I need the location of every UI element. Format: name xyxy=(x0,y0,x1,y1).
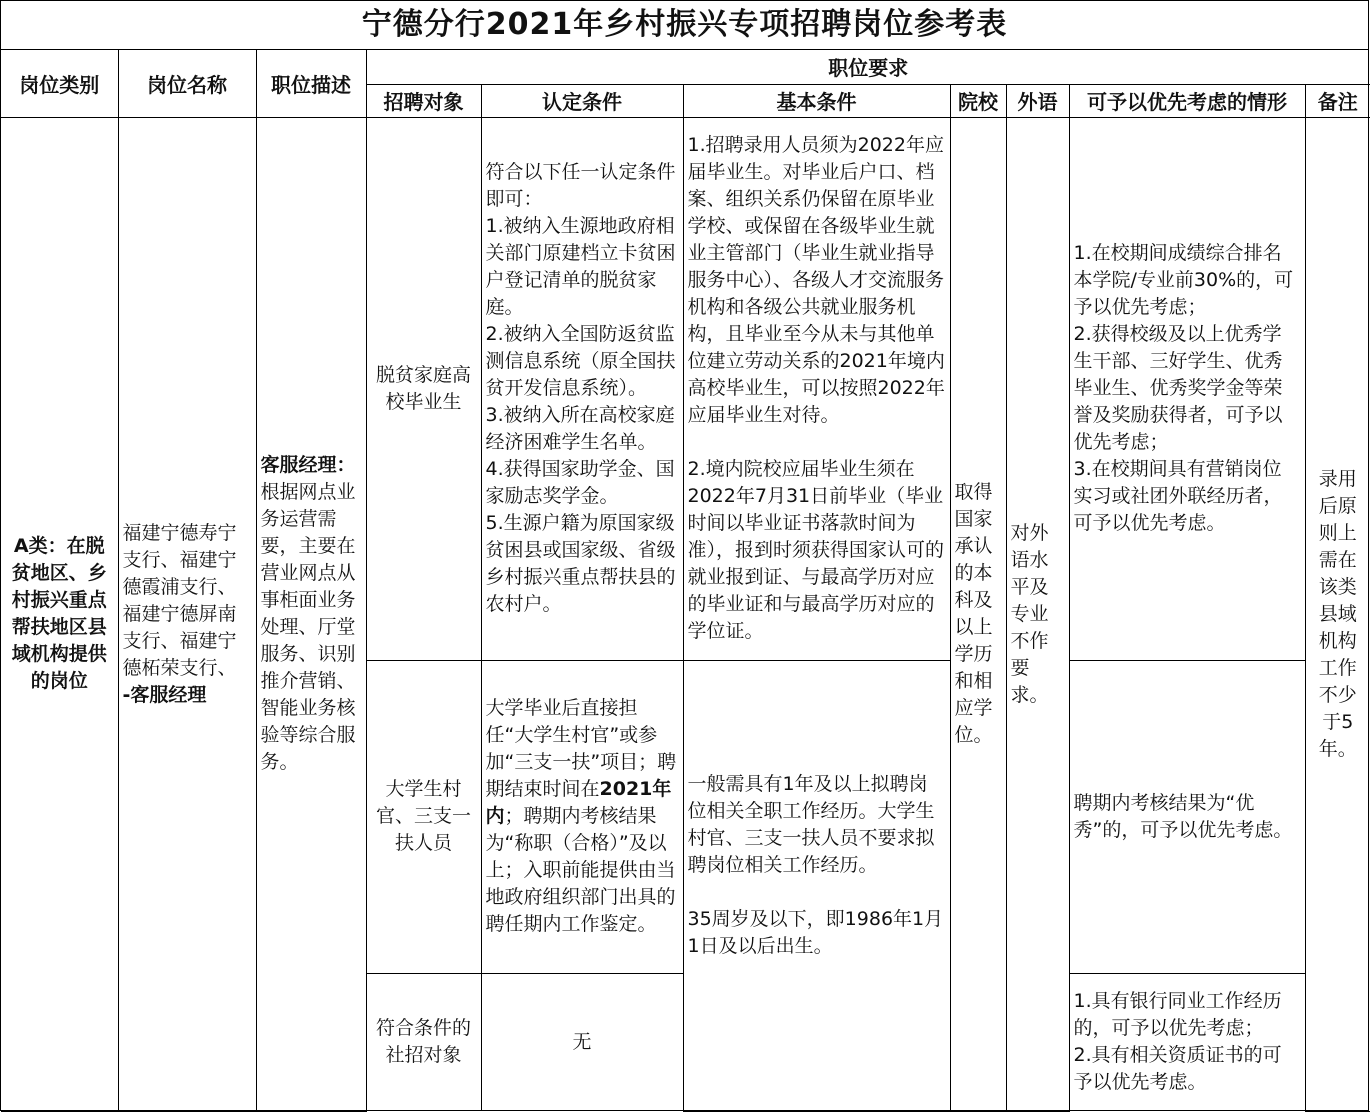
qualification-text-pre: 大学毕业后直接担任“大学生村官”或参加“三支一扶”项目；聘期结束时间在 xyxy=(485,697,677,800)
remark-cell: 录用后原则上需在该类县域机构工作不少于5年。 xyxy=(1305,117,1370,1111)
header-description: 职位描述 xyxy=(256,50,366,117)
target-cell: 脱贫家庭高校毕业生 xyxy=(366,117,481,660)
target-cell: 符合条件的社招对象 xyxy=(366,973,481,1111)
qualification-cell xyxy=(481,660,683,973)
job-category xyxy=(1,117,118,1111)
header-row-1 xyxy=(1,50,1370,84)
job-description-role: 客服经理： xyxy=(260,454,356,476)
school-requirement: 取得国家承认的本科及以上学历和相应学位。 xyxy=(950,117,1006,1111)
priority-cell: 1.在校期间成绩综合排名本学院/专业前30%的，可予以优先考虑； 2.获得校级及以上优秀学生干部、三好学生、优秀毕业生、优秀奖学金等荣誉及奖励获得者，可予以优先考虑； 3.在校期间具有营销岗位实习或社团外联经历者，可予以优先考虑。 xyxy=(1069,117,1305,660)
job-name-role: -客服经理 xyxy=(122,683,207,706)
job-name xyxy=(118,117,256,1111)
table-row xyxy=(1,117,1370,660)
basic-condition-cell: 一般需具有1年及以上拟聘岗位相关全职工作经历。大学生村官、三支一扶人员不要求拟聘岗位相关工作经历。 35周岁及以下，即1986年1月1日及以后出生。 xyxy=(683,660,950,1111)
page-title: 宁德分行2021年乡村振兴专项招聘岗位参考表 xyxy=(1,1,1368,50)
header-job-name: 岗位名称 xyxy=(118,50,256,117)
language-requirement: 对外语水平及专业不作要求。 xyxy=(1006,117,1069,1111)
header-school: 院校 xyxy=(950,84,1006,117)
header-category: 岗位类别 xyxy=(1,50,118,117)
job-description-text: 根据网点业务运营需要，主要在营业网点从事柜面业务处理、厅堂服务、识别推介营销、智能业务核验等综合服务。 xyxy=(260,481,356,773)
job-name-text: 福建宁德寿宁支行、福建宁德霞浦支行、福建宁德屏南支行、福建宁德柘荣支行、 xyxy=(122,521,237,679)
header-target: 招聘对象 xyxy=(366,84,481,117)
recruitment-table xyxy=(1,50,1370,1112)
priority-cell: 1.具有银行同业工作经历的，可予以优先考虑； 2.具有相关资质证书的可予以优先考虑。 xyxy=(1069,973,1305,1111)
qualification-cell: 无 xyxy=(481,973,683,1111)
header-requirements: 职位要求 xyxy=(366,50,1370,84)
header-basic: 基本条件 xyxy=(683,84,950,117)
header-language: 外语 xyxy=(1006,84,1069,117)
header-priority: 可予以优先考虑的情形 xyxy=(1069,84,1305,117)
qualification-cell: 符合以下任一认定条件即可： 1.被纳入生源地政府相关部门原建档立卡贫困户登记清单的脱贫家庭。 2.被纳入全国防返贫监测信息系统（原全国扶贫开发信息系统）。 3.被纳入所在高校家庭经济困难学生名单。 4.获得国家助学金、国家励志奖学金。 5.生源户籍为原国家级贫困县或国家级、省级乡村振兴重点帮扶县的农村户。 xyxy=(481,117,683,660)
priority-cell: 聘期内考核结果为“优秀”的，可予以优先考虑。 xyxy=(1069,660,1305,973)
header-remark: 备注 xyxy=(1305,84,1370,117)
job-description xyxy=(256,117,366,1111)
basic-condition-cell: 1.招聘录用人员须为2022年应届毕业生。对毕业后户口、档案、组织关系仍保留在原毕业学校、或保留在各级毕业生就业主管部门（毕业生就业指导服务中心）、各级人才交流服务机构和各级公共就业服务机构，且毕业至今从未与其他单位建立劳动关系的2021年境内高校毕业生，可以按照2022年应届毕业生对待。 2.境内院校应届毕业生须在2022年7月31日前毕业（毕业时间以毕业证书落款时间为准），报到时须获得国家认可的就业报到证、与最高学历对应的毕业证和与最高学历对应的学位证。 xyxy=(683,117,950,660)
qualification-text-post: ；聘期内考核结果为“称职（合格）”及以上；入职前能提供由当地政府组织部门出具的聘任期内工作鉴定。 xyxy=(485,805,676,935)
job-category-text: A类：在脱贫地区、乡村振兴重点帮扶地区县域机构提供的岗位 xyxy=(11,535,107,692)
header-qualification: 认定条件 xyxy=(481,84,683,117)
qualification-text-bold: 2021年内 xyxy=(485,778,672,827)
target-cell: 大学生村官、三支一扶人员 xyxy=(366,660,481,973)
